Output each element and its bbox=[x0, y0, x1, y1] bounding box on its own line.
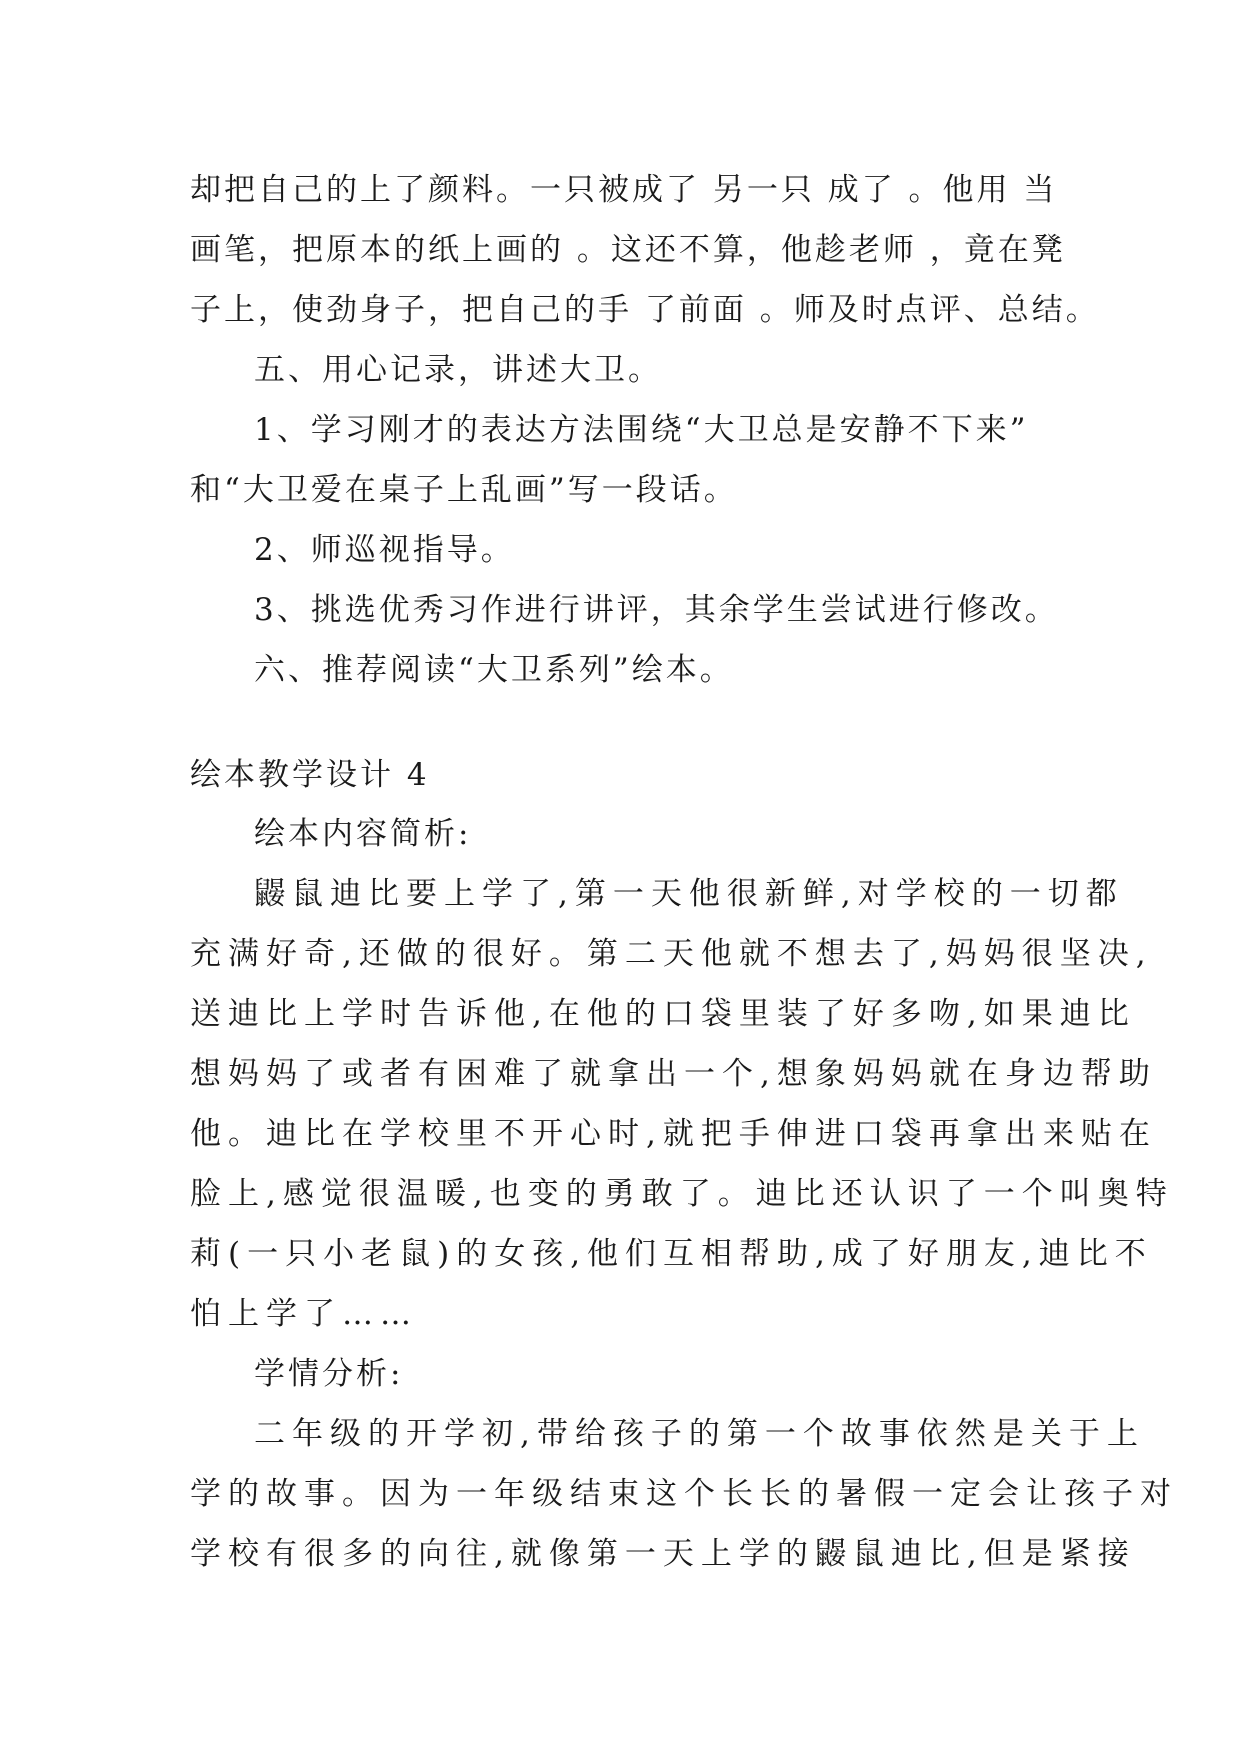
paragraph-line: 学校有很多的向往,就像第一天上学的鼹鼠迪比,但是紧接 bbox=[190, 1536, 1136, 1572]
list-item-1: 1、学习刚才的表达方法围绕“大卫总是安静不下来” bbox=[254, 412, 1029, 448]
text-line: 画笔，把原本的纸上画的 。这还不算，他趁老师 ，竟在凳 bbox=[190, 232, 1066, 268]
paragraph-line: 学的故事。因为一年级结束这个长长的暑假一定会让孩子对 bbox=[190, 1476, 1178, 1512]
text-line: 子上，使劲身子，把自己的手 了前面 。师及时点评、总结。 bbox=[190, 292, 1100, 328]
section-heading-five: 五、用心记录，讲述大卫。 bbox=[254, 352, 662, 388]
paragraph-line: 二年级的开学初,带给孩子的第一个故事依然是关于上 bbox=[254, 1416, 1145, 1452]
paragraph-line: 送迪比上学时告诉他,在他的口袋里装了好多吻,如果迪比 bbox=[190, 996, 1136, 1032]
document-title: 绘本教学设计 4 bbox=[190, 757, 430, 793]
text-line: 却把自己的上了颜料。一只被成了 另一只 成了 。他用 当 bbox=[190, 172, 1058, 208]
paragraph-line: 莉(一只小老鼠)的女孩,他们互相帮助,成了好朋友,迪比不 bbox=[190, 1236, 1153, 1272]
paragraph-line: 想妈妈了或者有困难了就拿出一个,想象妈妈就在身边帮助 bbox=[190, 1056, 1157, 1092]
list-item-1-continued: 和“大卫爱在桌子上乱画”写一段话。 bbox=[190, 472, 738, 508]
paragraph-line: 怕上学了…… bbox=[190, 1296, 418, 1332]
paragraph-line: 鼹鼠迪比要上学了,第一天他很新鲜,对学校的一切都 bbox=[254, 876, 1124, 912]
paragraph-line: 他。迪比在学校里不开心时,就把手伸进口袋再拿出来贴在 bbox=[190, 1116, 1157, 1152]
subheading-content-analysis: 绘本内容简析: bbox=[254, 816, 472, 852]
list-item-3: 3、挑选优秀习作进行讲评，其余学生尝试进行修改。 bbox=[254, 592, 1059, 628]
subheading-learning-analysis: 学情分析: bbox=[254, 1356, 404, 1392]
section-spacer bbox=[190, 700, 1050, 746]
paragraph-line: 充满好奇,还做的很好。第二天他就不想去了,妈妈很坚决, bbox=[190, 936, 1153, 972]
list-item-2: 2、师巡视指导。 bbox=[254, 532, 515, 568]
paragraph-line: 脸上,感觉很温暖,也变的勇敢了。迪比还认识了一个叫奥特 bbox=[190, 1176, 1174, 1212]
section-heading-six: 六、推荐阅读“大卫系列”绘本。 bbox=[254, 652, 734, 688]
document-page bbox=[190, 160, 1178, 1584]
